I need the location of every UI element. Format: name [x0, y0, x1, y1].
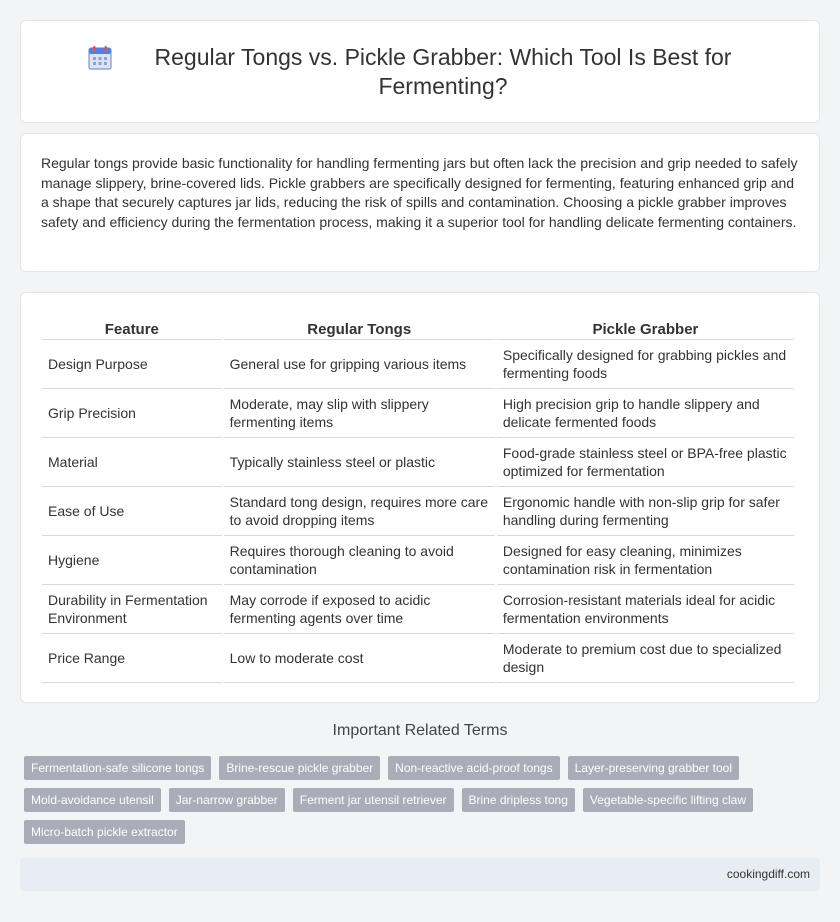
feature-cell: Ease of Use [42, 487, 222, 536]
table-row [42, 634, 794, 683]
related-term-tag[interactable]: Brine-rescue pickle grabber [219, 756, 380, 780]
related-term-tag[interactable]: Layer-preserving grabber tool [568, 756, 739, 780]
feature-cell: Design Purpose [42, 340, 222, 389]
feature-cell: Durability in Fermentation Environment [42, 585, 222, 634]
feature-cell: Grip Precision [42, 389, 222, 438]
regular-tongs-cell: May corrode if exposed to acidic fermenting agents over time [224, 585, 495, 634]
feature-cell: Price Range [42, 634, 222, 683]
pickle-grabber-cell: Corrosion-resistant materials ideal for acidic fermentation environments [497, 585, 794, 634]
page-title: Regular Tongs vs. Pickle Grabber: Which Tool Is Best for Fermenting? [154, 43, 732, 99]
related-terms-list [24, 756, 824, 852]
pickle-grabber-cell: Designed for easy cleaning, minimizes contamination risk in fermentation [497, 536, 794, 585]
header-pickle-grabber: Pickle Grabber [497, 313, 794, 340]
related-term-tag[interactable]: Fermentation-safe silicone tongs [24, 756, 211, 780]
header-feature: Feature [42, 313, 222, 340]
comparison-card [20, 292, 820, 703]
table-row [42, 585, 794, 634]
pickle-grabber-cell: Specifically designed for grabbing pickles and fermenting foods [497, 340, 794, 389]
related-term-tag[interactable]: Ferment jar utensil retriever [293, 788, 454, 812]
related-term-tag[interactable]: Non-reactive acid-proof tongs [388, 756, 559, 780]
footer [20, 858, 820, 891]
pickle-grabber-cell: Moderate to premium cost due to specialized design [497, 634, 794, 683]
footer-site-link[interactable]: cookingdiff.com [726, 867, 810, 881]
regular-tongs-cell: Low to moderate cost [224, 634, 495, 683]
calendar-icon [87, 45, 113, 71]
pickle-grabber-cell: Ergonomic handle with non-slip grip for safer handling during fermenting [497, 487, 794, 536]
related-term-tag[interactable]: Micro-batch pickle extractor [24, 820, 185, 844]
related-term-tag[interactable]: Brine dripless tong [462, 788, 575, 812]
related-term-tag[interactable]: Vegetable-specific lifting claw [583, 788, 753, 812]
intro-paragraph: Regular tongs provide basic functionality for handling fermenting jars but often lack the precision and grip needed to safely manage slippery, brine-covered lids. Pickle grabbers are specifically designed for fermenting, featuring enhanced grip and a shape that securely captures jar lids, reducing the risk of spills and contamination. Choosing a pickle grabber improves safety and efficiency during the fermentation process, making it a superior tool for handling delicate fermenting containers. [41, 155, 798, 230]
header-regular-tongs: Regular Tongs [224, 313, 495, 340]
comparison-table [40, 313, 796, 683]
intro-card [20, 133, 820, 272]
regular-tongs-cell: Typically stainless steel or plastic [224, 438, 495, 487]
table-row [42, 487, 794, 536]
pickle-grabber-cell: Food-grade stainless steel or BPA-free plastic optimized for fermentation [497, 438, 794, 487]
table-row [42, 536, 794, 585]
pickle-grabber-cell: High precision grip to handle slippery and delicate fermented foods [497, 389, 794, 438]
table-header-row [42, 313, 794, 340]
title-card [20, 20, 820, 123]
related-term-tag[interactable]: Mold-avoidance utensil [24, 788, 161, 812]
regular-tongs-cell: Standard tong design, requires more care to avoid dropping items [224, 487, 495, 536]
related-terms-heading: Important Related Terms [332, 722, 508, 739]
table-row [42, 438, 794, 487]
table-row [42, 389, 794, 438]
regular-tongs-cell: Requires thorough cleaning to avoid contamination [224, 536, 495, 585]
feature-cell: Hygiene [42, 536, 222, 585]
table-row [42, 340, 794, 389]
regular-tongs-cell: General use for gripping various items [224, 340, 495, 389]
regular-tongs-cell: Moderate, may slip with slippery fermenting items [224, 389, 495, 438]
feature-cell: Material [42, 438, 222, 487]
related-term-tag[interactable]: Jar-narrow grabber [169, 788, 285, 812]
